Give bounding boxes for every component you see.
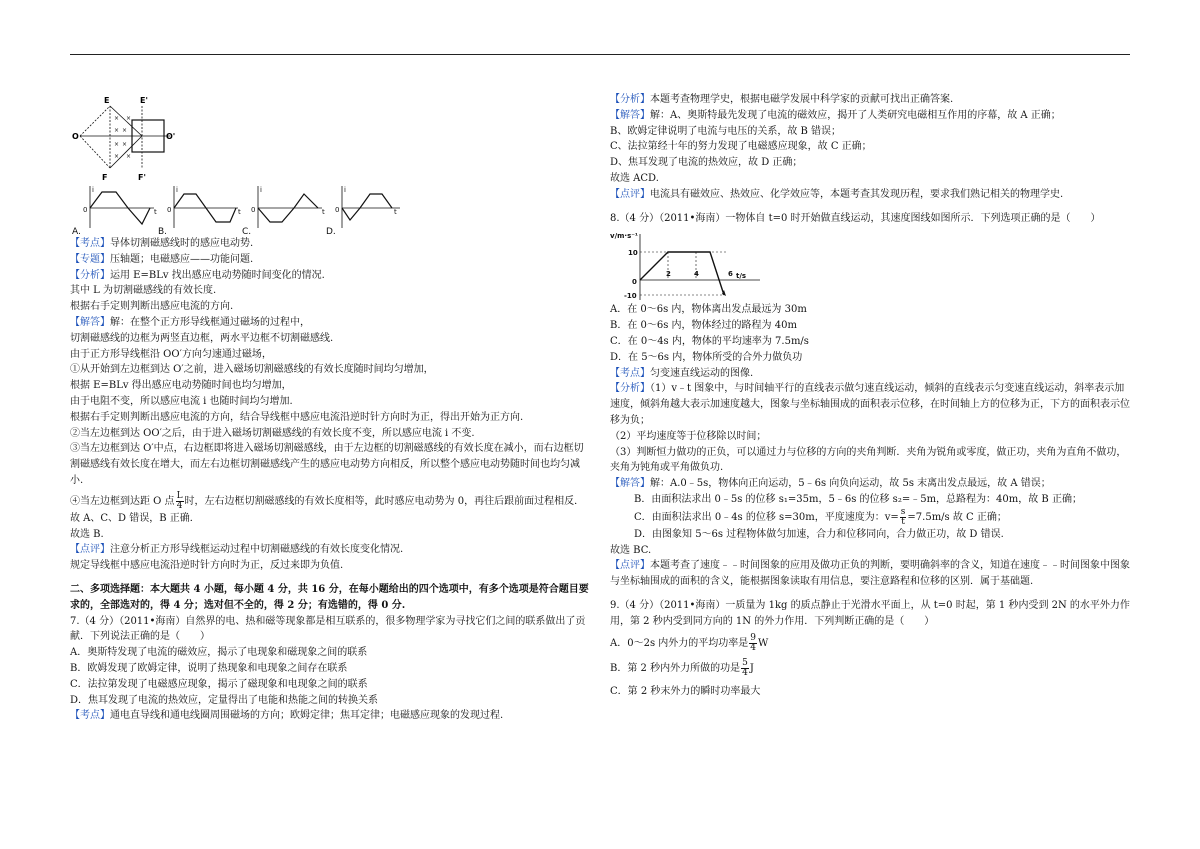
kaodian-tag: 【考点】 xyxy=(70,238,110,249)
svg-text:×: × xyxy=(126,153,132,160)
dianping-tag: 【点评】 xyxy=(70,544,110,556)
q9-option-b: B．第 2 秒内外力所做的功是 $\frac{5}{4}$ J xyxy=(610,657,754,678)
step4-pre: ④当左边框到达距 O 点 xyxy=(70,495,175,507)
vt-xtick-6: 6 xyxy=(728,270,733,279)
q7-kaodian-line xyxy=(70,708,590,724)
q8-choose: 故选 BC. xyxy=(610,544,652,556)
q7-kaodian-text: 通电直导线和通电线圈周围磁场的方向；欧姆定律；焦耳定律；电磁感应现象的发现过程. xyxy=(110,710,504,722)
q7-option-c: C．法拉第发现了电磁感应现象，揭示了磁现象和电现象之间的联系 xyxy=(70,678,368,690)
jieda-text-3: ①从开始到左边框到达 O′之前，进入磁场切割磁感线的有效长度随时间均匀增加， xyxy=(70,364,434,376)
svg-text:×: × xyxy=(122,141,128,148)
q7-jieda-text-1: B、欧姆定律说明了电流与电压的关系，故 B 错误； xyxy=(610,125,842,137)
graph-a-axis-i: i xyxy=(92,186,94,194)
fenxi-text-0: 运用 E=BLv 找出感应电动势随时间变化的情况. xyxy=(110,269,325,281)
q8-stem: 8.（4 分）（2011•海南）一物体自 t=0 时开始做直线运动，其速度图线如图所示．下列选项正确的是（ ） xyxy=(610,212,1101,224)
label-f2: F' xyxy=(138,173,146,182)
q8-jieda-tag: 【解答】 xyxy=(610,478,650,490)
dianping-text-2: 规定导线框中感应电流沿逆时针方向时为正，反过来即为负值. xyxy=(70,560,344,572)
dianping-line xyxy=(70,542,590,558)
q7-fenxi-tag: 【分析】 xyxy=(610,94,650,105)
vt-ytick-0: 0 xyxy=(632,278,637,287)
zhuanti-text: 压轴题；电磁感应——功能问题. xyxy=(110,253,254,265)
svg-text:×: × xyxy=(114,153,120,160)
option-graphs xyxy=(70,184,400,236)
choose-line: 故选 B. xyxy=(70,528,104,540)
q7-jieda-tag: 【解答】 xyxy=(610,109,650,121)
q8-option-c: C．在 0～4s 内，物体的平均速率为 7.5m/s xyxy=(610,335,809,347)
left-column xyxy=(70,92,590,724)
q7-fenxi-line xyxy=(610,92,1130,108)
q8-jieda-d: D．由图象知 5～6s 过程物体做匀加速，合力和位移同向，合力做正功，故 D 错误. xyxy=(634,528,1004,540)
q7-dianping-text: 电流具有磁效应、热效应、化学效应等，本题考查其发现历程，要求我们熟记相关的物理学史. xyxy=(650,188,1064,200)
option-b-label: B. xyxy=(158,227,168,236)
q8-fenxi-tag: 【分析】 xyxy=(610,383,650,395)
graph-c-axis-t: t xyxy=(322,208,325,216)
q8-option-d: D．在 5～6s 内，物体所受的合外力做负功 xyxy=(610,351,803,363)
step4-post: 时，左右边框切割磁感线的有效长度相等，此时感应电动势为 0，再往后跟前面过程相反．故 A、C、D 错误，B 正确． xyxy=(70,495,585,524)
vt-xtick-2: 2 xyxy=(666,270,671,279)
q8-fenxi-text-3: （3）判断恒力做功的正负，可以通过力与位移的方向的夹角判断．夹角为锐角或零度，做正功，夹角为直角不做功，夹角为钝角或平角做负功. xyxy=(610,446,1127,474)
jieda-step4 xyxy=(70,492,590,527)
label-o2: O' xyxy=(166,132,176,141)
jieda-text-2: 由于正方形导线框沿 OO′方向匀速通过磁场， xyxy=(70,348,272,360)
q9-option-a: A．0～2s 内外力的平均功率是 $\frac{9}{4}$ W xyxy=(610,632,769,653)
q9-a-fraction: $\frac{9}{4}$ xyxy=(750,632,756,653)
jieda-text-5: 由于电阻不变，所以感应电流 i 也随时间均匀增加. xyxy=(70,395,293,407)
vt-xlabel: t/s xyxy=(736,272,747,281)
option-c-label: C. xyxy=(242,227,252,236)
q8-kaodian-tag: 【考点】 xyxy=(610,367,650,379)
jieda-text-0: 解：在整个正方形导线框通过磁场的过程中， xyxy=(110,316,310,328)
option-d-label: D. xyxy=(326,227,336,236)
q8-fenxi-text: （1）v﹣t 图象中，与时间轴平行的直线表示做匀速直线运动，倾斜的直线表示匀变速直线运动，斜率表示加速度，倾斜角越大表示加速度越大，图象与坐标轴围成的面积表示位移，在时间轴上方的位移为正，下方的面积表示位移为负； xyxy=(610,383,1130,426)
vt-ytick-neg10: -10 xyxy=(624,292,637,301)
q8-kaodian-text: 匀变速直线运动的图像. xyxy=(650,367,754,379)
q8-jieda-c: C．由面积法求出 0﹣4s 的位移 s=30m，平度速度为：v= $\frac{s}{t}$ =7.5m/s 故 C 正确； xyxy=(634,506,1007,527)
jieda-tag: 【解答】 xyxy=(70,316,110,328)
label-e: E xyxy=(104,96,110,105)
q9-option-c: C．第 2 秒末外力的瞬时功率最大 xyxy=(610,685,761,697)
svg-text:×: × xyxy=(114,141,120,148)
q8-fenxi-line xyxy=(610,381,1130,428)
q7-option-b: B．欧姆发现了欧姆定律，说明了热现象和电现象之间存在联系 xyxy=(70,662,348,674)
q8-dianping-line xyxy=(610,558,1130,590)
vt-xtick-4: 4 xyxy=(694,270,699,279)
graph-c-axis-i: i xyxy=(260,186,262,194)
q8-dianping-text: 本题考查了速度﹣﹣时间图象的应用及做功正负的判断，要明确斜率的含义，知道在速度﹣﹣时间图象中图象与坐标轴围成的面积的含义，能根据图象读取有用信息，要注意路程和位移的区别．属于基础题. xyxy=(610,560,1130,588)
fenxi-line xyxy=(70,268,590,284)
q8-jieda-b: B．由面积法求出 0﹣5s 的位移 s₁=35m，5﹣6s 的位移 s₂=﹣5m，总路程为：40m，故 B 正确； xyxy=(634,493,1082,505)
graph-b-axis-t: t xyxy=(238,208,241,216)
q8-jieda-line xyxy=(610,476,1130,492)
graph-d-axis-i: i xyxy=(344,186,346,194)
section-2-heading: 二、多项选择题：本大题共 4 小题，每小题 4 分，共 16 分，在每小题给出的四个选项中，有多个选项是符合题目要求的，全部选对的，得 4 分；选对但不全的，得 2 分；有选错的，得 0 分. xyxy=(70,583,589,611)
graph-d-origin: 0 xyxy=(335,206,340,214)
jieda-text-6: 根据右手定则判断出感应电流的方向，结合导线框中感应电流沿逆时针方向时为正，得出开始为正方向. xyxy=(70,411,524,423)
zhuanti-line xyxy=(70,252,590,268)
q7-jieda-line xyxy=(610,108,1130,124)
q7-jieda-text-2: C、法拉第经十年的努力发现了电磁感应现象，故 C 正确； xyxy=(610,141,872,153)
fenxi-text-2: 根据右手定则判断出感应电流的方向. xyxy=(70,301,234,313)
q7-fenxi-text: 本题考查物理学史，根据电磁学发展中科学家的贡献可找出正确答案. xyxy=(650,94,954,105)
dianping-text: 注意分析正方形导线框运动过程中切割磁感线的有效长度变化情况. xyxy=(110,544,404,556)
q7-dianping-line xyxy=(610,187,1130,203)
velocity-time-graph xyxy=(610,230,770,302)
label-f: F xyxy=(102,173,108,182)
q8-fenxi-text-2: （2）平均速度等于位移除以时间； xyxy=(610,430,767,442)
graph-a-origin: 0 xyxy=(83,206,88,214)
q7-stem: 7.（4 分）（2011•海南）自然界的电、热和磁等现象都是相互联系的，很多物理学家为寻找它们之间的联系做出了贡献．下列说法正确的是（ ） xyxy=(70,615,586,643)
q8-kaodian-line xyxy=(610,366,1130,382)
q8-c-fraction: $\frac{s}{t}$ xyxy=(900,506,906,527)
jieda-text-1: 切割磁感线的边框为两竖直边框，两水平边框不切割磁感线. xyxy=(70,332,334,344)
vt-ylabel: v/m·s⁻¹ xyxy=(610,232,638,241)
q8-jieda-a: 解：A.0﹣5s，物体向正向运动，5﹣6s 向负向运动，故 5s 末离出发点最远，故 A 错误； xyxy=(650,478,1051,490)
svg-text:×: × xyxy=(114,127,120,134)
svg-text:×: × xyxy=(126,115,132,122)
svg-text:×: × xyxy=(122,127,128,134)
graph-c-origin: 0 xyxy=(251,206,256,214)
q7-jieda-text-4: 故选 ACD. xyxy=(610,172,659,184)
jieda-text-4: 根据 E=BLv 得出感应电动势随时间也均匀增加， xyxy=(70,380,292,392)
q7-kaodian-tag: 【考点】 xyxy=(70,710,110,722)
q8-dianping-tag: 【点评】 xyxy=(610,560,650,572)
graph-d-axis-t: t xyxy=(394,208,397,216)
q7-dianping-tag: 【点评】 xyxy=(610,188,650,200)
q7-option-a: A．奥斯特发现了电流的磁效应，揭示了电现象和磁现象之间的联系 xyxy=(70,647,368,659)
right-column xyxy=(610,92,1130,699)
q7-jieda-text-3: D、焦耳发现了电流的热效应，故 D 正确； xyxy=(610,157,803,169)
jieda-text-7: ②当左边框到达 OO′之后，由于进入磁场切割磁感线的有效长度不变，所以感应电流 i 不变. xyxy=(70,427,475,439)
q7-option-d: D．焦耳发现了电流的热效应，定量得出了电能和热能之间的转换关系 xyxy=(70,694,379,706)
magnetic-field-diagram xyxy=(70,92,180,184)
zhuanti-tag: 【专题】 xyxy=(70,253,110,265)
graph-a-axis-t: t xyxy=(154,208,157,216)
q7-jieda-text-0: 解：A、奥斯特最先发现了电流的磁效应，揭开了人类研究电磁相互作用的序幕，故 A 正确； xyxy=(650,109,1061,121)
option-a-label: A. xyxy=(72,227,81,236)
fenxi-tag: 【分析】 xyxy=(70,269,110,281)
jieda-line xyxy=(70,315,590,331)
q9-b-fraction: $\frac{5}{4}$ xyxy=(742,657,748,678)
svg-text:×: × xyxy=(114,115,120,122)
q9-stem: 9.（4 分）（2011•海南）一质量为 1kg 的质点静止于光滑水平面上，从 t=0 时起，第 1 秒内受到 2N 的水平外力作用，第 2 秒内受到同方向的 1N 的外力作用．下列判断正确的是（ ） xyxy=(610,599,1130,627)
step4-fraction: $\frac{L}{4}$ xyxy=(176,490,183,511)
graph-b-axis-i: i xyxy=(176,186,178,194)
jieda-text-8: ③当左边框到达 O′中点，右边框即将进入磁场切割磁感线，由于左边框的切割磁感线的有效长度在减小，而右边框切割磁感线有效长度在增大，而左右边框切割磁感线产生的感应电动势方向相反，所以整个感应电动势随时间也均匀减小. xyxy=(70,443,584,486)
graph-b-origin: 0 xyxy=(167,206,172,214)
header-rule xyxy=(70,54,1130,55)
kaodian-text: 导体切割磁感线时的感应电动势. xyxy=(110,238,254,249)
label-e2: E' xyxy=(140,96,148,105)
kaodian-line xyxy=(70,236,590,252)
fenxi-text-1: 其中 L 为切割磁感线的有效长度. xyxy=(70,285,217,297)
q8-option-a: A．在 0～6s 内，物体离出发点最远为 30m xyxy=(610,304,807,316)
label-o: O xyxy=(72,132,79,141)
vt-ytick-10: 10 xyxy=(628,249,638,258)
q8-option-b: B．在 0～6s 内，物体经过的路程为 40m xyxy=(610,320,797,332)
